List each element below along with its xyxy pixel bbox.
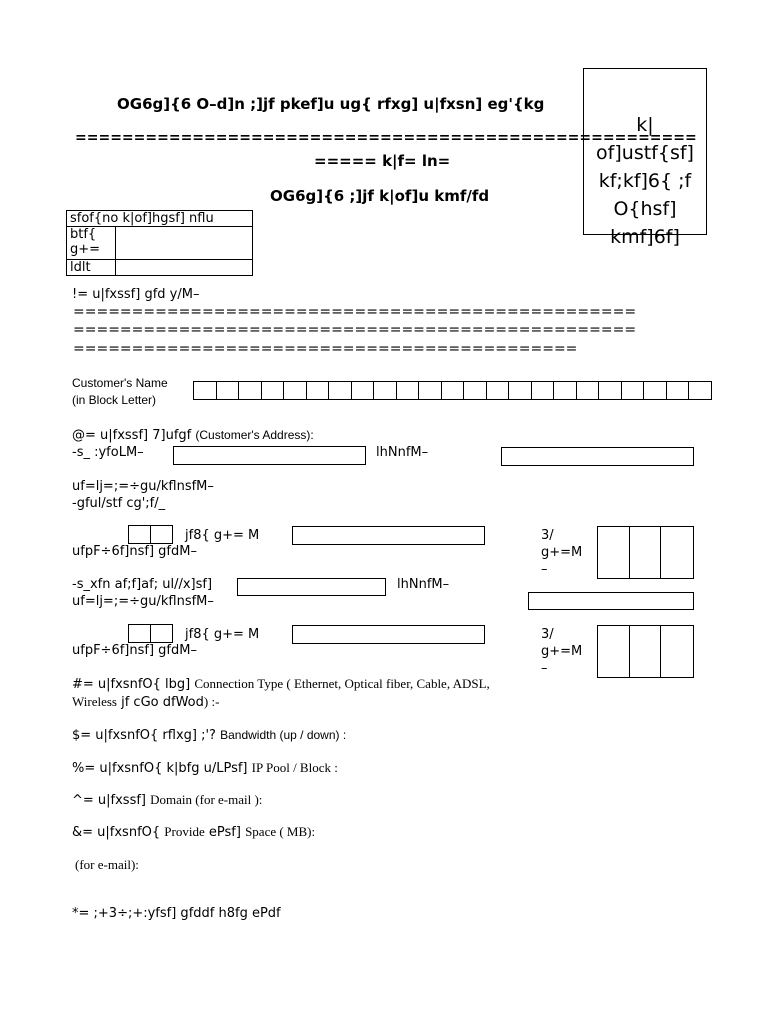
letter-box[interactable] [666,381,690,400]
address-heading-np: @= u|fxssf] 7]ufgf [72,428,192,443]
photo-box-line: kf;kf]6{ ;f [598,170,692,192]
domain-np: ^= u|fxssf] [72,793,147,808]
connection-type-wireless: Wireless [72,694,117,709]
letter-box[interactable] [128,624,151,643]
ward-no-label-2: jf8{ g+= M [185,627,260,642]
form-title-line3: ===== k|f= ln= [314,152,451,170]
form-title-line2: ===================================================== [75,130,697,146]
letter-box[interactable] [396,381,420,400]
bandwidth-en: Bandwidth (up / down) : [220,728,347,742]
citizenship-note: -gful/stf cg';f/_ [72,496,166,511]
district-label: lhNnfM– [376,445,429,460]
ward-no-label: jf8{ g+= M [185,528,260,543]
letter-box[interactable] [553,381,577,400]
ward-no-field[interactable] [292,526,485,545]
photo-box-line: k| [636,114,654,136]
letter-box[interactable] [351,381,375,400]
house-no-boxes[interactable] [597,526,694,579]
letter-box[interactable] [486,381,510,400]
customer-name-boxes[interactable] [194,381,712,400]
village-name-label: ufpF÷6f]nsf] gfdM– [72,544,197,559]
block-letter-hint: (in Block Letter) [72,393,157,407]
connection-type-other-np: jf cGo dfWod [121,695,204,710]
letter-box[interactable] [531,381,555,400]
house-no-boxes-2[interactable] [597,625,694,678]
digit-box[interactable] [629,626,660,677]
ip-pool-label [72,760,338,776]
date-field[interactable] [116,260,253,276]
ip-pool-np: %= u|fxsnfO{ k|bfg u/LPsf] [72,761,248,776]
photo-box-line: O{hsf] [613,198,677,220]
letter-box[interactable] [598,381,622,400]
letter-box[interactable] [216,381,240,400]
district-field-2[interactable] [528,592,694,610]
digit-box[interactable] [598,527,629,578]
dash-line: ================================================ [73,304,637,320]
registration-no-field[interactable] [116,227,253,260]
letter-box[interactable] [373,381,397,400]
bandwidth-np: $= u|fxsnfO{ rflxg] ;'? [72,728,216,743]
letter-box[interactable] [261,381,285,400]
letter-box[interactable] [643,381,667,400]
date-label: ldlt [67,260,116,276]
domain-label [72,792,262,808]
customer-name-label: Customer's Name [72,376,168,390]
letter-box[interactable] [283,381,307,400]
letter-box[interactable] [128,525,151,544]
letter-box[interactable] [441,381,465,400]
letter-box[interactable] [418,381,442,400]
space-np-2: ePsf] [208,825,241,840]
space-en-provide: Provide [164,824,205,839]
address-heading-en: (Customer's Address): [195,428,314,442]
photo-box-line: of]ustf{sf] [596,142,694,164]
district-label-2: lhNnfM– [397,577,450,592]
customer-name-label-np: != u|fxssf] gfd y/M– [72,287,200,302]
form-title-line1: OG6g]{6 O–d]n ;]jf pkef]u ug{ rfxg] u|fxsn] eg'{kg [117,95,545,113]
temporary-address-field[interactable] [237,578,386,596]
form-title: OG6g]{6 ;]jf k|of]u kmf/fd [270,187,490,205]
permanent-address-field[interactable] [173,446,366,465]
letter-box[interactable] [621,381,645,400]
permanent-address-label: -s_ :yfoLM– [72,445,144,460]
ward-no-field-2[interactable] [292,625,485,644]
letter-box[interactable] [238,381,262,400]
space-label [72,824,315,840]
bandwidth-label [72,728,346,743]
photo-box-line: kmf]6f] [610,226,680,248]
connection-type-line2 [72,694,219,710]
letter-box[interactable] [150,624,173,643]
digit-box[interactable] [660,527,693,578]
office-use-table [66,210,253,276]
connection-type-end: ) :- [203,694,220,709]
municipality-boxes-2[interactable] [129,624,173,643]
connection-type-label [72,676,490,692]
letter-box[interactable] [306,381,330,400]
municipality-boxes[interactable] [129,525,173,544]
space-en-mb: Space ( MB): [245,824,316,839]
connection-type-en: Connection Type ( Ethernet, Optical fiber, Cable, ADSL, [194,676,490,691]
digit-box[interactable] [598,626,629,677]
letter-box[interactable] [576,381,600,400]
dash-line: =========================================== [73,341,578,357]
letter-box[interactable] [328,381,352,400]
photo-box [583,68,707,248]
village-name-label-2: ufpF÷6f]nsf] gfdM– [72,643,197,658]
municipality-label: uf=lj=;=÷gu/kflnsfM– [72,479,214,494]
temporary-address-label: -s_xfn af;f]af; ul//x]sf] [72,577,213,592]
address-heading [72,428,314,443]
letter-box[interactable] [463,381,487,400]
office-use-heading: sfof{no k|of]hgsf] nflu [67,211,253,227]
connection-type-np: #= u|fxsnfO{ lbg] [72,677,191,692]
district-field[interactable] [501,447,694,466]
municipality-label-2: uf=lj=;=÷gu/kflnsfM– [72,594,214,609]
dash-line: ================================================ [73,322,637,338]
space-np: &= u|fxsnfO{ [72,825,161,840]
letter-box[interactable] [508,381,532,400]
digit-box[interactable] [629,527,660,578]
letter-box[interactable] [688,381,712,400]
email-space-label: (for e-mail): [75,857,139,872]
letter-box[interactable] [193,381,217,400]
digit-box[interactable] [660,626,693,677]
letter-box[interactable] [150,525,173,544]
house-no-label-2: 3/ g+=M – [541,627,583,676]
organization-label: *= ;+3÷;+:yfsf] gfddf h8fg ePdf [72,906,281,921]
domain-en: Domain (for e-mail ): [150,792,263,807]
registration-no-label: btf{ g+= [67,227,116,260]
house-no-label: 3/ g+=M – [541,528,583,577]
ip-pool-en: IP Pool / Block : [251,760,338,775]
